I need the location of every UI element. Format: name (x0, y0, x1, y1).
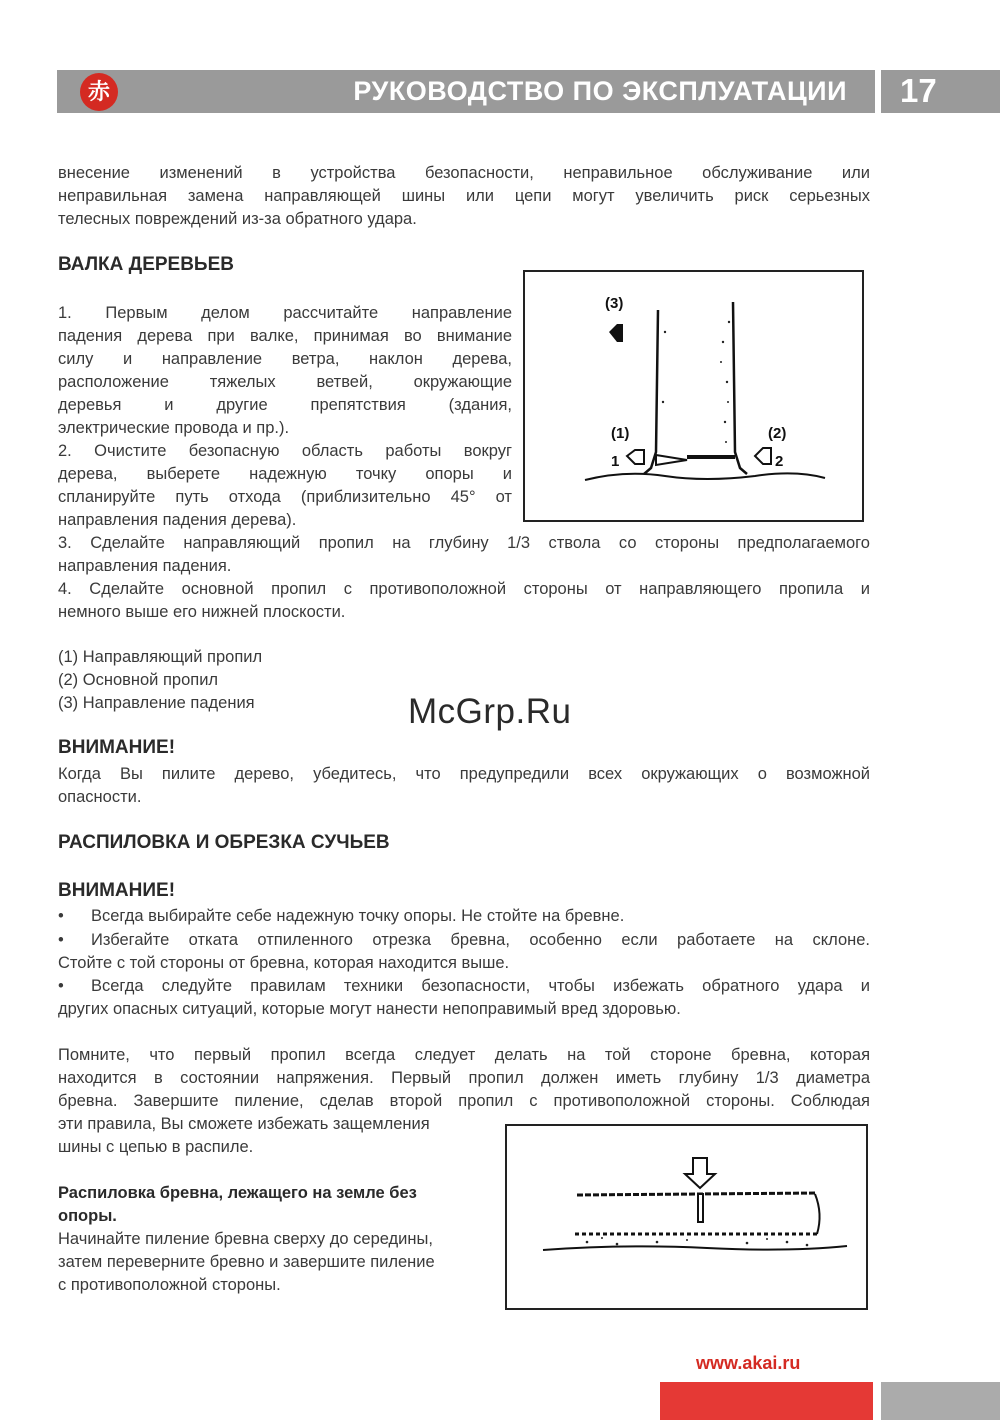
bullet-3-line-1: Всегда следуйте правилам техники безопасности, чтобы избежать обратного удара и (91, 977, 870, 995)
step1-line: электрические провода и пр.). (58, 419, 290, 437)
bullet-glyph: • (58, 977, 64, 995)
step4-line-1: 4. Сделайте основной пропил с противоположной стороны от направляющего пропила и (58, 580, 870, 598)
page-number: 17 (900, 72, 937, 109)
footer-red-bar (660, 1382, 873, 1420)
header-title: РУКОВОДСТВО ПО ЭКСПЛУАТАЦИИ (353, 76, 847, 106)
label-3: (3) (605, 295, 624, 312)
label-2: (2) (768, 425, 787, 442)
step3-line-2: направления падения. (58, 557, 232, 575)
bullet-glyph: • (58, 931, 64, 949)
step1-line: 1. Первым делом рассчитайте направление (58, 304, 512, 322)
bucking-heading: РАСПИЛОВКА И ОБРЕЗКА СУЧЬЕВ (58, 832, 390, 853)
legend-item: (1) Направляющий пропил (58, 648, 263, 666)
remember-line-2: находится в состоянии напряжения. Первый пропил должен иметь глубину 1/3 диаметра (58, 1069, 870, 1087)
page-number-box (881, 70, 1000, 113)
warning-line-1: Когда Вы пилите дерево, убедитесь, что предупредили всех окружающих о возможной (58, 765, 870, 783)
step2-line: спланируйте путь отхода (приблизительно 45° от (58, 488, 512, 506)
subsection-line-3: с противоположной стороны. (58, 1276, 281, 1294)
bark-texture (662, 321, 730, 443)
bullet-1: Всегда выбирайте себе надежную точку опоры. Не стойте на бревне. (91, 907, 625, 925)
step2-line: направления падения дерева). (58, 511, 297, 529)
arrow-2-icon (755, 448, 771, 464)
step2-line: дерева, выберете надежную точку опоры и (58, 465, 512, 483)
footer-grey-bar (881, 1382, 1000, 1420)
felling-heading: ВАЛКА ДЕРЕВЬЕВ (58, 254, 234, 275)
intro-line-2: неправильная замена направляющей шины или цепи могут увеличить риск серьезных (58, 187, 870, 205)
legend-item: (2) Основной пропил (58, 671, 219, 689)
ground-texture (586, 1237, 809, 1246)
subsection-heading-line-1: Распиловка бревна, лежащего на земле без (58, 1184, 417, 1202)
step2-line: 2. Очистите безопасную область работы вокруг (58, 442, 512, 460)
step1-line: падения дерева при валке, принимая во внимание (58, 327, 512, 345)
felling-figure (523, 270, 864, 522)
subsection-line-2: затем переверните бревно и завершите пиление (58, 1253, 435, 1271)
remember-line-5: шины с цепью в распиле. (58, 1138, 254, 1156)
remember-line-3: бревна. Завершите пиление, сделав второй пропил с противоположной стороны. Соблюдая (58, 1092, 870, 1110)
cut-direction-arrow-icon (685, 1158, 715, 1188)
step4-line-2: немного выше его нижней плоскости. (58, 603, 346, 621)
fall-direction-arrow-icon (609, 324, 623, 342)
felling-diagram (525, 272, 862, 520)
trunk-left-edge (644, 310, 658, 474)
label-1: (1) (611, 425, 630, 442)
remember-line-1: Помните, что первый пропил всегда следует делать на той стороне бревна, которая (58, 1046, 870, 1064)
log-figure (505, 1124, 868, 1310)
warning-line-2: опасности. (58, 788, 142, 806)
bullet-glyph: • (58, 907, 64, 925)
ground-line (543, 1246, 847, 1250)
bullet-2-line-2: Стойте с той стороны от бревна, которая находится выше. (58, 954, 510, 972)
log-diagram (507, 1126, 866, 1308)
notch-cut (656, 455, 687, 465)
bucking-warning-heading: ВНИМАНИЕ! (58, 880, 176, 901)
num-1: 1 (611, 453, 620, 470)
step1-line: силу и направление ветра, наклон дерева, (58, 350, 512, 368)
website-link[interactable]: www.akai.ru (696, 1353, 801, 1373)
step1-line: деревья и другие препятствия (здания, (58, 396, 512, 414)
step1-line: расположение тяжелых ветвей, окружающие (58, 373, 512, 391)
back-cut (687, 455, 735, 459)
subsection-line-1: Начинайте пиление бревна сверху до середины, (58, 1230, 433, 1248)
step3-line-1: 3. Сделайте направляющий пропил на глубину 1/3 ствола со стороны предполагаемого (58, 534, 870, 552)
num-2: 2 (775, 453, 784, 470)
subsection-heading-line-2: опоры. (58, 1207, 117, 1225)
bullet-2-line-1: Избегайте отката отпиленного отрезка бревна, особенно если работаете на склоне. (91, 931, 870, 949)
warning-heading: ВНИМАНИЕ! (58, 737, 176, 758)
legend-item: (3) Направление падения (58, 694, 255, 712)
remember-line-4: эти правила, Вы сможете избежать защемления (58, 1115, 430, 1133)
watermark: McGrp.Ru (408, 692, 572, 731)
bullet-3-line-2: других опасных ситуаций, которые могут нанести непоправимый вред здоровью. (58, 1000, 681, 1018)
akai-logo: 赤 (80, 73, 118, 111)
trunk-right-edge (733, 302, 747, 474)
saw-kerf (698, 1194, 703, 1222)
intro-line-3: телесных повреждений из-за обратного удара. (58, 210, 417, 228)
intro-line-1: внесение изменений в устройства безопасности, неправильное обслуживание или (58, 164, 870, 182)
arrow-1-icon (627, 450, 644, 464)
ground-line (585, 473, 825, 480)
log-end (815, 1194, 820, 1234)
